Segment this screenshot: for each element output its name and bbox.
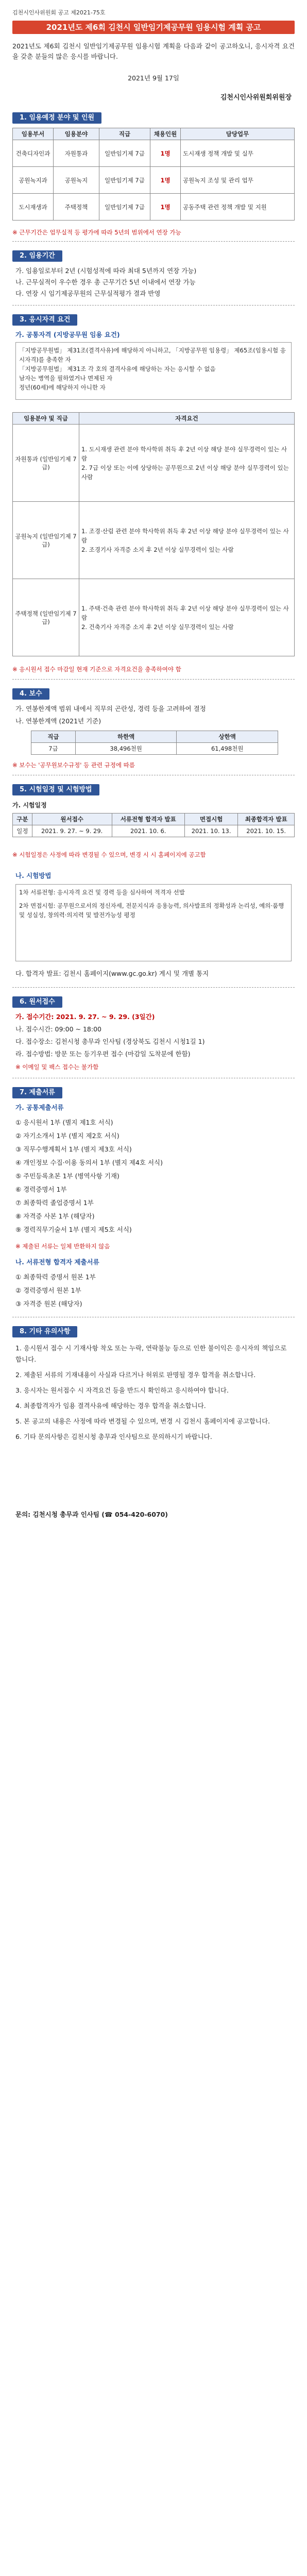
term-line-2: 나. 근무실적이 우수한 경우 총 근무기간 5년 이내에서 연장 가능	[15, 278, 196, 286]
th-sched-1: 원서접수	[32, 814, 112, 825]
cell-rank: 일반임기제 7급	[99, 194, 150, 221]
list-item: ② 자기소개서 1부 (별지 제2호 서식)	[15, 1132, 120, 1140]
qual-line-2: 「지방공무원법」 제31조 각 호의 결격사유에 해당하는 자는 응시할 수 없음	[19, 365, 216, 372]
qual-line-4: 정년(60세)에 해당하지 아니한 자	[19, 384, 106, 391]
announcement-date: 2021년 9월 17일	[128, 74, 179, 82]
table-row	[13, 579, 295, 656]
th-field: 임용분야	[54, 128, 99, 140]
table-row	[13, 502, 295, 579]
list-item: 3. 응시자는 원서접수 시 자격요건 등을 반드시 확인하고 응시하여야 합니다.	[15, 1386, 229, 1394]
cell-duty: 공원녹지 조성 및 관리 업무	[181, 167, 295, 194]
cell-qual-req: 1. 조경·산림 관련 분야 학사학위 취득 후 2년 이상 해당 분야 실무경력이 있는 사람 2. 조경기사 자격증 소지 후 2년 이상 실무경력이 있는 사람	[79, 502, 295, 579]
cell-count: 1명	[150, 194, 181, 221]
docs-pass-list	[15, 1270, 294, 1311]
cell-salary-high: 61,498천원	[177, 743, 278, 755]
section-7-heading: 7. 제출서류	[12, 1087, 62, 1098]
th-rank: 직급	[99, 128, 150, 140]
table-row	[13, 167, 295, 194]
pay-line-2: 나. 연봉한계액 (2021년 기준)	[15, 717, 101, 725]
cell-dept: 도시재생과	[13, 194, 54, 221]
schedule-note: ※ 시험일정은 사정에 따라 변경될 수 있으며, 변경 시 시 홈페이지에 공고함	[12, 851, 206, 858]
application-method: 라. 접수방법: 방문 또는 등기우편 접수 (마감일 도착분에 한함)	[15, 1050, 191, 1058]
list-item: ⑤ 주민등록초본 1부 (병역사항 기재)	[15, 1172, 120, 1180]
qual-common-heading: 가. 공통자격 (지방공무원 임용 요건)	[15, 331, 120, 338]
list-item: ⑧ 자격증 사본 1부 (해당자)	[15, 1212, 95, 1220]
th-sched-4: 최종합격자 발표	[238, 814, 295, 825]
cell-count: 1명	[150, 140, 181, 167]
cell-salary-rank: 7급	[31, 743, 76, 755]
section-8-heading: 8. 기타 유의사항	[12, 1326, 77, 1337]
cell-salary-low: 38,496천원	[75, 743, 177, 755]
contact-info: 문의: 김천시청 총무과 인사팀 (☎ 054-420-6070)	[15, 1511, 168, 1518]
list-item: ③ 자격증 원본 (해당자)	[15, 1300, 82, 1308]
list-item: ① 응시원서 1부 (별지 제1호 서식)	[15, 1118, 113, 1126]
term-line-1: 가. 임용일로부터 2년 (시험성적에 따라 최대 5년까지 연장 가능)	[15, 267, 197, 275]
cell-qual-req: 1. 도시재생 관련 분야 학사학위 취득 후 2년 이상 해당 분야 실무경력이 있는 사람 2. 7급 이상 또는 이에 상당하는 공무원으로 2년 이상 해당 분야 실무경력이 있는 사람	[79, 425, 295, 502]
method-heading: 나. 시험방법	[15, 872, 52, 879]
result-line: 다. 합격자 발표: 김천시 홈페이지(www.gc.go.kr) 게시 및 개별 통지	[15, 970, 209, 977]
cell-field: 자원통과	[54, 140, 99, 167]
docs-list	[15, 1116, 294, 1236]
th-salary-low: 하한액	[75, 731, 177, 743]
table-row	[13, 425, 295, 502]
th-sched-0: 구분	[13, 814, 32, 825]
table-row	[31, 743, 278, 755]
application-note: ※ 이메일 및 팩스 접수는 불가함	[15, 1063, 99, 1071]
list-item: ④ 개인정보 수집·이용 동의서 1부 (별지 제4호 서식)	[15, 1159, 163, 1166]
list-item: ① 최종학력 증명서 원본 1부	[15, 1273, 96, 1281]
section-6-heading: 6. 원서접수	[12, 996, 62, 1008]
method-line-1: 1차 서류전형: 응시자격 요건 및 경력 등을 심사하여 적격자 선발	[19, 889, 185, 896]
docs-pass-heading: 나. 서류전형 합격자 제출서류	[15, 1258, 99, 1266]
list-item: 6. 기타 문의사항은 김천시청 총무과 인사팀으로 문의하시기 바랍니다.	[15, 1433, 212, 1440]
table-row	[13, 194, 295, 221]
positions-table	[12, 128, 295, 221]
qualification-table	[12, 412, 295, 656]
section-5-heading: 5. 시험일정 및 시험방법	[12, 784, 99, 795]
divider	[12, 987, 295, 988]
list-item: 1. 응시원서 접수 시 기재사항 착오 또는 누락, 연락불능 등으로 인한 불이익은 응시자의 책임으로 합니다.	[15, 1344, 287, 1363]
cell-sched-3: 2021. 10. 13.	[184, 825, 238, 837]
th-salary-rank: 직급	[31, 731, 76, 743]
salary-table	[31, 731, 278, 755]
divider	[12, 305, 295, 306]
qualification-note: ※ 응시원서 접수 마감일 현재 기준으로 자격요건을 충족하여야 함	[12, 666, 181, 673]
list-item: ⑨ 경력직무기술서 1부 (별지 제5호 서식)	[15, 1226, 132, 1233]
list-item: 4. 최종합격자가 임용 결격사유에 해당하는 경우 합격을 취소합니다.	[15, 1402, 206, 1410]
table-row	[13, 140, 295, 167]
cell-count: 1명	[150, 167, 181, 194]
application-time: 나. 접수시간: 09:00 ~ 18:00	[15, 1025, 101, 1033]
docs-note: ※ 제출된 서류는 일체 반환하지 않음	[15, 1243, 110, 1250]
intro-paragraph: 2021년도 제6회 김천시 일반임기제공무원 임용시험 계획을 다음과 같이 공고하오니, 응시자격 요건을 갖춘 분들의 많은 응시를 바랍니다.	[12, 42, 295, 60]
cell-field: 주택정책	[54, 194, 99, 221]
section-3-heading: 3. 응시자격 요건	[12, 314, 77, 326]
section-1-heading: 1. 임용예정 분야 및 인원	[12, 112, 101, 124]
application-period: 가. 접수기간: 2021. 9. 27. ~ 9. 29. (3일간)	[15, 1013, 155, 1021]
qual-line-3: 남자는 병역을 필하였거나 면제된 자	[19, 375, 113, 382]
th-count: 채용인원	[150, 128, 181, 140]
pay-line-1: 가. 연봉한계액 범위 내에서 직무의 곤란성, 경력 등을 고려하여 결정	[15, 705, 206, 713]
term-line-3: 다. 연장 시 임기제공무원의 근무실적평가 결과 반영	[15, 290, 161, 297]
cell-dept: 공원녹지과	[13, 167, 54, 194]
list-item: ③ 직무수행계획서 1부 (별지 제3호 서식)	[15, 1145, 132, 1153]
cell-duty: 도시재생 정책 개발 및 실무	[181, 140, 295, 167]
application-place: 다. 접수장소: 김천시청 총무과 인사팀 (경상북도 김천시 시청1길 1)	[15, 1038, 205, 1045]
th-sched-3: 면접시험	[184, 814, 238, 825]
th-dept: 임용부서	[13, 128, 54, 140]
th-qual-field: 임용분야 및 직급	[13, 413, 79, 425]
th-sched-2: 서류전형 합격자 발표	[112, 814, 184, 825]
cell-qual-req: 1. 주택·건축 관련 분야 학사학위 취득 후 2년 이상 해당 분야 실무경력이 있는 사람 2. 건축기사 자격증 소지 후 2년 이상 실무경력이 있는 사람	[79, 579, 295, 656]
list-item: ⑥ 경력증명서 1부	[15, 1185, 67, 1193]
qual-common-box	[15, 342, 292, 400]
qual-line-1: 「지방공무원법」 제31조(결격사유)에 해당하지 아니하고, 「지방공무원 임용령」 제65조(임용시험 응시자격)를 충족한 자	[19, 347, 286, 363]
cell-sched-4: 2021. 10. 15.	[238, 825, 295, 837]
cell-rank: 일반임기제 7급	[99, 140, 150, 167]
positions-note: ※ 근무기간은 업무실적 등 평가에 따라 5년의 범위에서 연장 가능	[12, 229, 181, 236]
docs-common-heading: 가. 공통제출서류	[15, 1104, 64, 1111]
cell-qual-field: 공원녹지 (일반임기제 7급)	[13, 502, 79, 579]
issuer-name: 김천시인사위원회위원장	[220, 94, 292, 101]
cell-sched-2: 2021. 10. 6.	[112, 825, 184, 837]
cell-dept: 건축디자인과	[13, 140, 54, 167]
list-item: ② 경력증명서 원본 1부	[15, 1286, 81, 1294]
cell-rank: 일반임기제 7급	[99, 167, 150, 194]
th-qual-req: 자격요건	[79, 413, 295, 425]
table-row	[13, 825, 295, 837]
notice-list	[15, 1343, 294, 1447]
list-item: ⑦ 최종학력 졸업증명서 1부	[15, 1199, 94, 1207]
schedule-caption: 가. 시험일정	[12, 802, 47, 809]
section-4-heading: 4. 보수	[12, 688, 49, 700]
salary-note: ※ 보수는 '공무원보수규정' 등 관련 규정에 따름	[12, 761, 135, 769]
cell-qual-field: 자원통과 (일반임기제 7급)	[13, 425, 79, 502]
cell-field: 공원녹지	[54, 167, 99, 194]
schedule-table	[12, 813, 295, 837]
cell-sched-1: 2021. 9. 27. ~ 9. 29.	[32, 825, 112, 837]
th-salary-high: 상한액	[177, 731, 278, 743]
divider	[12, 241, 295, 242]
cell-duty: 공동주택 관련 정책 개발 및 지원	[181, 194, 295, 221]
announcement-title: 2021년도 제6회 김천시 일반임기제공무원 임용시험 계획 공고	[12, 21, 295, 34]
method-box	[15, 884, 292, 961]
method-line-2: 2차 면접시험: 공무원으로서의 정신자세, 전문지식과 응용능력, 의사발표의 정확성과 논리성, 예의·품행 및 성실성, 창의력·의지력 및 발전가능성 평정	[19, 902, 284, 919]
list-item: 5. 본 공고의 내용은 사정에 따라 변경될 수 있으며, 변경 시 김천시 홈페이지에 공고합니다.	[15, 1417, 270, 1425]
list-item: 2. 제출된 서류의 기재내용이 사실과 다르거나 허위로 판명될 경우 합격을 취소합니다.	[15, 1371, 256, 1379]
announcement-number: 김천시인사위원회 공고 제2021-75호	[12, 9, 106, 16]
th-duty: 담당업무	[181, 128, 295, 140]
cell-qual-field: 주택정책 (일반임기제 7급)	[13, 579, 79, 656]
divider	[12, 679, 295, 680]
cell-sched-0: 일정	[13, 825, 32, 837]
section-2-heading: 2. 임용기간	[12, 250, 62, 262]
